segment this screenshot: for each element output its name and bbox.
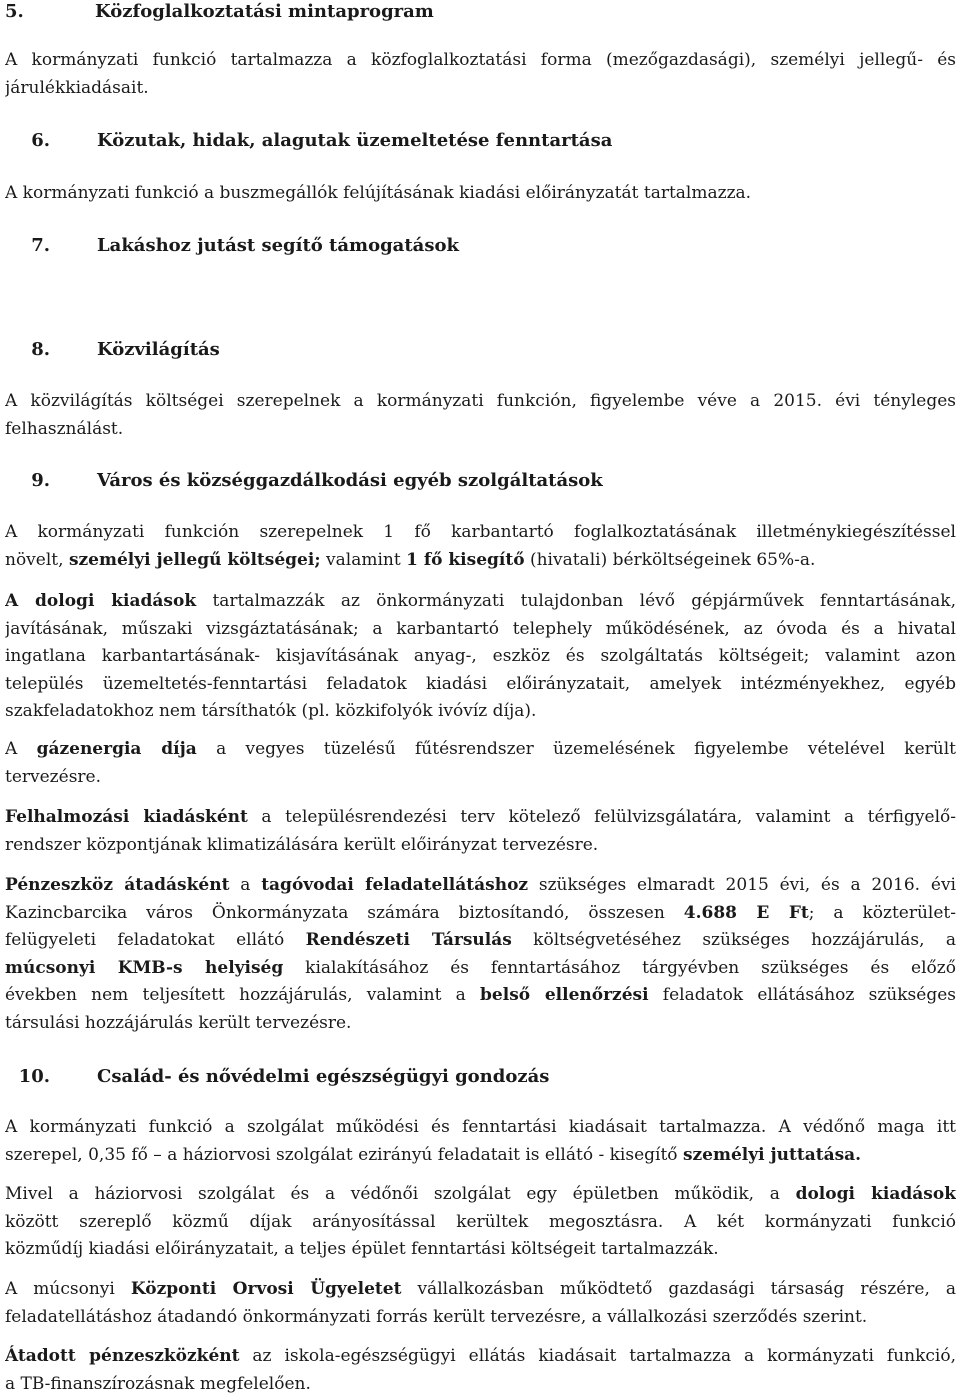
- text-line: [5, 1343, 956, 1371]
- section-heading-5: [5, 0, 434, 24]
- bold-text: személyi juttatása.: [682, 1144, 862, 1165]
- section-title: Közfoglalkoztatási mintaprogram: [95, 1, 434, 22]
- paragraph: [5, 1114, 956, 1169]
- paragraph: [5, 872, 956, 1037]
- text-run: növelt,: [5, 549, 69, 570]
- text-line: [5, 982, 956, 1010]
- section-heading-9: [5, 469, 603, 493]
- text-line: [5, 519, 956, 547]
- text-run: években nem teljesített hozzájárulás, valamint a: [5, 985, 481, 1005]
- text-line: [5, 698, 956, 726]
- paragraph: [5, 47, 956, 102]
- text-line: [5, 1114, 956, 1142]
- text-line: [5, 1371, 956, 1399]
- section-title: Közutak, hidak, alagutak üzemeltetése fenntartása: [97, 130, 613, 151]
- bold-text: Átadott pénzeszközként: [5, 1346, 240, 1366]
- text-run: vállalkozásban működtető gazdasági társaság részére, a: [401, 1279, 956, 1299]
- paragraph: [5, 519, 956, 574]
- text-run: a vegyes tüzelésű fűtésrendszer üzemelésének figyelembe vételével került: [196, 739, 956, 759]
- section-heading-7: [5, 234, 459, 258]
- text-run: feladatok ellátásához szükséges: [648, 985, 956, 1005]
- bold-text: 4.688 E Ft: [683, 902, 809, 923]
- bold-text: A dologi kiadások: [5, 591, 197, 611]
- section-number: 6.: [31, 130, 50, 151]
- paragraph: [5, 804, 956, 859]
- bold-text: Rendészeti Társulás: [305, 930, 512, 950]
- text-run: közműdíj kiadási előirányzatait, a teljes épület fenntartási költségeit tartalmazzák.: [5, 1239, 719, 1259]
- text-line: [5, 547, 956, 575]
- text-run: A kormányzati funkció a szolgálat működési és fenntartási kiadásait tartalmazza. A védőnő maga itt: [5, 1117, 956, 1137]
- text-run: valamint: [320, 549, 407, 570]
- text-run: szerepel, 0,35 fő – a háziorvosi szolgálat ezirányú feladatait is ellátó - kisegítő: [5, 1144, 683, 1165]
- text-line: [5, 900, 956, 928]
- text-line: [5, 416, 956, 444]
- section-title: Lakáshoz jutást segítő támogatások: [97, 235, 459, 256]
- text-run: rendszer központjának klimatizálására került előirányzat tervezésre.: [5, 834, 599, 855]
- text-run: között szereplő közmű díjak arányosítással kerültek megosztásra. A két kormányzati funkció: [5, 1211, 956, 1232]
- bold-text: Felhalmozási kiadásként: [5, 807, 248, 827]
- text-line: [5, 764, 956, 792]
- text-run: társulási hozzájárulás került tervezésre.: [5, 1012, 352, 1033]
- text-line: [5, 872, 956, 900]
- text-run: település üzemeltetés-fenntartási feladatok kiadási előirányzatait, amelyek intézményekhez, egyéb: [5, 673, 956, 694]
- text-run: A közvilágítás költségei szerepelnek a kormányzati funkción, figyelembe véve a 2015. évi tényleges: [5, 391, 956, 411]
- text-run: tartalmazzák az önkormányzati tulajdonban lévő gépjárművek fenntartásának,: [196, 591, 956, 611]
- section-title: Család- és nővédelmi egészségügyi gondozás: [97, 1066, 550, 1087]
- paragraph: [5, 1343, 956, 1398]
- text-line: [5, 1209, 956, 1237]
- text-run: az iskola-egészségügyi ellátás kiadásait tartalmazza a kormányzati funkció,: [239, 1346, 956, 1366]
- bold-text: személyi jellegű költségei;: [68, 549, 321, 570]
- text-line: [5, 388, 956, 416]
- paragraph: [5, 388, 956, 443]
- text-run: ingatlana karbantartásának- kisjavításának anyag-, eszköz és szolgáltatás költségeit; valamint azon: [5, 646, 956, 666]
- paragraph: [5, 736, 956, 791]
- paragraph: [5, 1181, 956, 1264]
- text-line: [5, 1304, 956, 1332]
- bold-text: dologi kiadások: [795, 1184, 956, 1204]
- text-run: A kormányzati funkció a buszmegállók felújításának kiadási előirányzatát tartalmazza.: [5, 183, 752, 203]
- section-heading-8: [5, 338, 220, 362]
- text-line: [5, 832, 956, 860]
- text-run: járulékkiadásait.: [5, 77, 149, 98]
- text-run: (hivatali) bérköltségeinek 65%-a.: [524, 549, 816, 570]
- text-run: Kazincbarcika város Önkormányzata számára biztosítandó, összesen: [5, 902, 684, 923]
- section-number: 10.: [18, 1066, 50, 1087]
- section-heading-10: [5, 1065, 549, 1089]
- paragraph: [5, 588, 956, 726]
- text-run: A kormányzati funkción szerepelnek 1 fő karbantartó foglalkoztatásának illetménykiegészítéssel: [5, 522, 956, 542]
- text-line: [5, 47, 956, 75]
- bold-text: 1 fő kisegítő: [406, 549, 525, 570]
- text-line: [5, 643, 956, 671]
- bold-text: belső ellenőrzési: [480, 985, 649, 1005]
- text-run: feladatellátáshoz átadandó önkormányzati forrás került tervezésre, a vállalkozási szerződés szerint.: [5, 1306, 868, 1327]
- bold-text: Központi Orvosi Ügyeletet: [130, 1279, 402, 1299]
- bold-text: tagóvodai feladatellátáshoz: [261, 875, 529, 895]
- text-line: [5, 1236, 956, 1264]
- text-run: A kormányzati funkció tartalmazza a közfoglalkoztatási forma (mezőgazdasági), személyi jellegű- és: [5, 50, 956, 70]
- bold-text: gázenergia díja: [36, 739, 197, 759]
- text-run: ; a közterület-: [808, 902, 956, 923]
- text-line: [5, 1142, 956, 1170]
- text-run: kialakításához és fenntartásához tárgyévben szükséges és előző: [283, 957, 956, 978]
- text-line: [5, 1181, 956, 1209]
- text-line: [5, 1276, 956, 1304]
- text-run: tervezésre.: [5, 766, 102, 787]
- text-run: költségvetéséhez szükséges hozzájárulás, a: [511, 930, 956, 950]
- section-title: Város és községgazdálkodási egyéb szolgáltatások: [97, 470, 603, 491]
- text-line: [5, 955, 956, 983]
- text-line: [5, 804, 956, 832]
- text-run: felügyeleti feladatokat ellátó: [5, 930, 306, 950]
- bold-text: múcsonyi KMB-s helyiség: [5, 957, 284, 978]
- text-line: [5, 75, 956, 103]
- text-line: [5, 1010, 956, 1038]
- section-number: 5.: [5, 1, 24, 22]
- text-run: A: [5, 739, 37, 759]
- text-line: [5, 616, 956, 644]
- text-run: a településrendezési terv kötelező felülvizsgálatára, valamint a térfigyelő-: [247, 807, 956, 827]
- bold-text: Pénzeszköz átadásként: [5, 875, 230, 895]
- text-run: javításának, műszaki vizsgáztatásának; a karbantartó telephely működésének, az óvoda és a hivatal: [5, 618, 956, 639]
- paragraph: [5, 180, 956, 208]
- section-heading-6: [5, 129, 612, 153]
- section-number: 8.: [31, 339, 50, 360]
- text-line: [5, 736, 956, 764]
- text-run: a TB-finanszírozásnak megfelelően.: [5, 1373, 311, 1394]
- text-line: [5, 588, 956, 616]
- text-line: [5, 180, 956, 208]
- section-title: Közvilágítás: [97, 339, 220, 360]
- paragraph: [5, 1276, 956, 1331]
- section-number: 7.: [31, 235, 50, 256]
- text-run: a: [229, 875, 262, 895]
- text-line: [5, 671, 956, 699]
- text-line: [5, 927, 956, 955]
- text-run: A múcsonyi: [5, 1279, 131, 1299]
- text-run: felhasználást.: [5, 418, 124, 439]
- text-run: szükséges elmaradt 2015 évi, és a 2016. évi: [528, 875, 956, 895]
- section-number: 9.: [31, 470, 50, 491]
- text-run: szakfeladatokhoz nem társíthatók (pl. közkifolyók ivóvíz díja).: [5, 701, 537, 721]
- text-run: Mivel a háziorvosi szolgálat és a védőnői szolgálat egy épületben működik, a: [5, 1184, 796, 1204]
